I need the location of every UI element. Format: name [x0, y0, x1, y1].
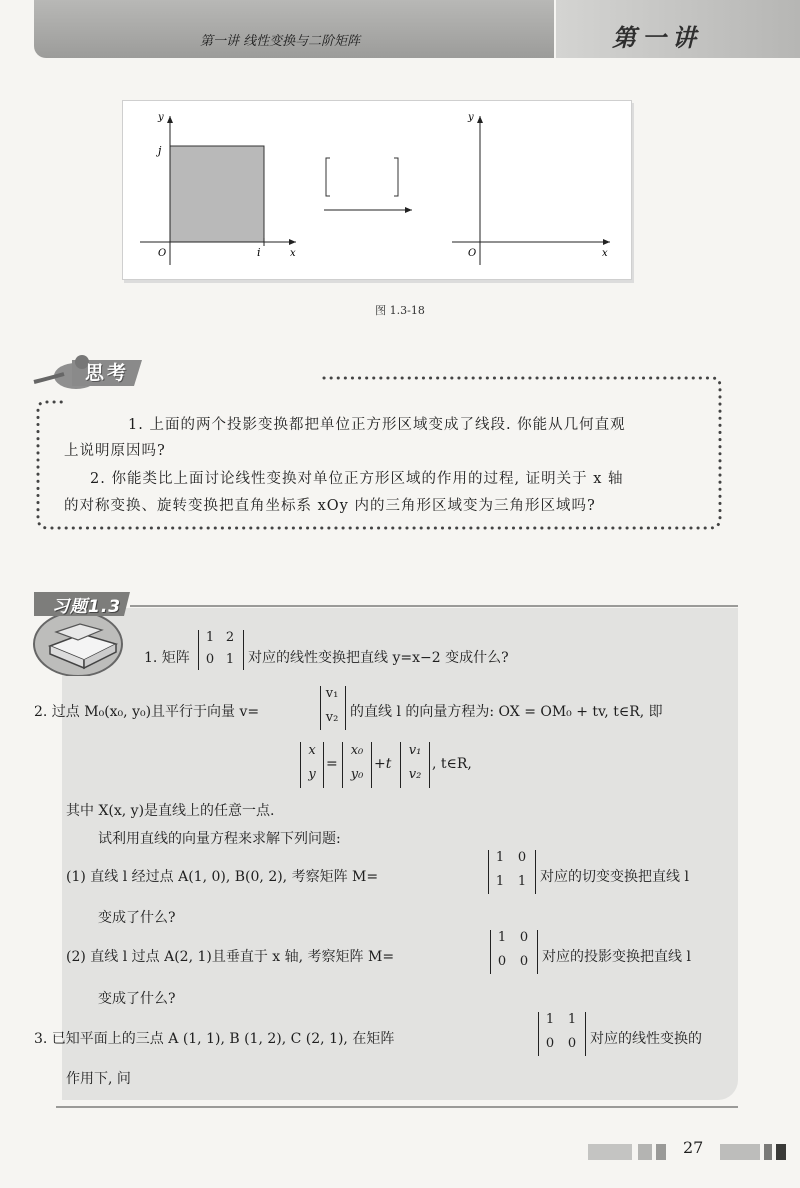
figure-illustration — [122, 100, 632, 280]
matrix-entry: 0 — [519, 930, 529, 945]
matrix-entry: 1 — [495, 850, 505, 865]
vector-entry: y — [308, 767, 316, 782]
ex3-prefix: 3. 已知平面上的三点 A (1, 1), B (1, 2), C (2, 1), 在矩阵 — [34, 1031, 395, 1047]
ex2-part1-suffix: 对应的切变变换把直线 l — [540, 869, 689, 885]
matrix-entry: 0 — [519, 954, 529, 969]
matrix-entry: 1 — [497, 930, 507, 945]
ex1-suffix: 对应的线性变换把直线 y=x−2 变成什么? — [248, 650, 509, 666]
ex2-part2-suffix: 对应的投影变换把直线 l — [542, 949, 691, 965]
equals-sign: = — [326, 756, 338, 772]
think-q1-line2: 上说明原因吗? — [64, 443, 166, 459]
vector-entry: v₁ — [408, 743, 422, 758]
ex2-eq-lhs — [300, 742, 324, 788]
eq-tail: , t∈R, — [432, 756, 472, 772]
exercise-title: 习题1.3 — [52, 597, 122, 617]
left-origin-label: O — [158, 248, 167, 259]
ex1-prefix: 1. 矩阵 — [144, 650, 190, 666]
matrix-entry: 0 — [497, 954, 507, 969]
matrix-entry: 2 — [225, 630, 235, 645]
plus-t: +t — [374, 756, 392, 772]
right-y-label: y — [468, 112, 474, 123]
matrix-placeholder-right — [394, 158, 398, 196]
matrix-placeholder-left — [326, 158, 330, 196]
vector-entry: v₂ — [408, 767, 422, 782]
i-label: i — [257, 246, 261, 259]
exercise-panel — [62, 608, 738, 1100]
ex2-part1-prefix: (1) 直线 l 经过点 A(1, 0), B(0, 2), 考察矩阵 M= — [66, 869, 379, 885]
matrix-entry: 0 — [205, 652, 215, 667]
matrix-entry: 1 — [567, 1012, 577, 1027]
vector-entry: v₂ — [325, 710, 339, 725]
ex1-matrix — [198, 630, 244, 670]
left-y-label: y — [158, 112, 164, 123]
ex2-try: 试利用直线的向量方程来求解下列问题: — [98, 831, 341, 847]
ex3-matrix — [538, 1012, 586, 1056]
unit-square — [170, 146, 264, 242]
chapter-mark: 第一讲 — [612, 24, 702, 52]
ex2-eq-vector — [400, 742, 430, 788]
ex2-part2-prefix: (2) 直线 l 过点 A(2, 1)且垂直于 x 轴, 考察矩阵 M= — [66, 949, 395, 965]
matrix-entry: 1 — [517, 874, 527, 889]
ex2-where: 其中 X(x, y)是直线上的任意一点. — [66, 803, 275, 819]
matrix-entry: 1 — [495, 874, 505, 889]
right-origin-label: O — [468, 248, 477, 259]
think-q1-line1: 1. 上面的两个投影变换都把单位正方形区域变成了线段. 你能从几何直观 — [128, 417, 626, 433]
lecture-title: 第一讲 线性变换与二阶矩阵 — [200, 34, 361, 49]
ex2-suffix: 的直线 l 的向量方程为: OX = OM₀ + tv, t∈R, 即 — [350, 704, 663, 720]
exercise-top-rule — [130, 605, 738, 607]
header-band — [34, 0, 554, 58]
matrix-entry: 1 — [545, 1012, 555, 1027]
matrix-entry: 1 — [225, 652, 235, 667]
ex2-part1-matrix — [488, 850, 536, 894]
j-label: j — [158, 144, 162, 157]
ex2-part2-line2: 变成了什么? — [98, 991, 176, 1007]
ex2-part2-matrix — [490, 930, 538, 974]
ex2-prefix: 2. 过点 M₀(x₀, y₀)且平行于向量 v= — [34, 704, 260, 720]
think-title: 思考 — [85, 362, 130, 384]
page-number: 27 — [683, 1138, 704, 1157]
vector-entry: y₀ — [350, 767, 364, 782]
figure-caption: 图 1.3-18 — [375, 304, 425, 317]
vector-entry: x — [308, 743, 316, 758]
matrix-entry: 0 — [545, 1036, 555, 1051]
exercise-bottom-rule — [56, 1106, 738, 1108]
matrix-entry: 1 — [205, 630, 215, 645]
think-q2-line2: 的对称变换、旋转变换把直角坐标系 xOy 内的三角形区域变为三角形区域吗? — [64, 498, 596, 514]
ex3-suffix: 对应的线性变换的 — [590, 1031, 702, 1047]
matrix-entry: 0 — [517, 850, 527, 865]
think-q2-line1: 2. 你能类比上面讨论线性变换对单位正方形区域的作用的过程, 证明关于 x 轴 — [90, 471, 624, 487]
ex2-part1-line2: 变成了什么? — [98, 910, 176, 926]
right-x-label: x — [602, 248, 608, 259]
ex2-direction-vector — [320, 686, 346, 730]
left-x-label: x — [290, 248, 296, 259]
ex3-line2: 作用下, 问 — [66, 1071, 131, 1087]
vector-entry: x₀ — [350, 743, 364, 758]
vector-entry: v₁ — [325, 686, 339, 701]
ex2-eq-point — [342, 742, 372, 788]
matrix-entry: 0 — [567, 1036, 577, 1051]
